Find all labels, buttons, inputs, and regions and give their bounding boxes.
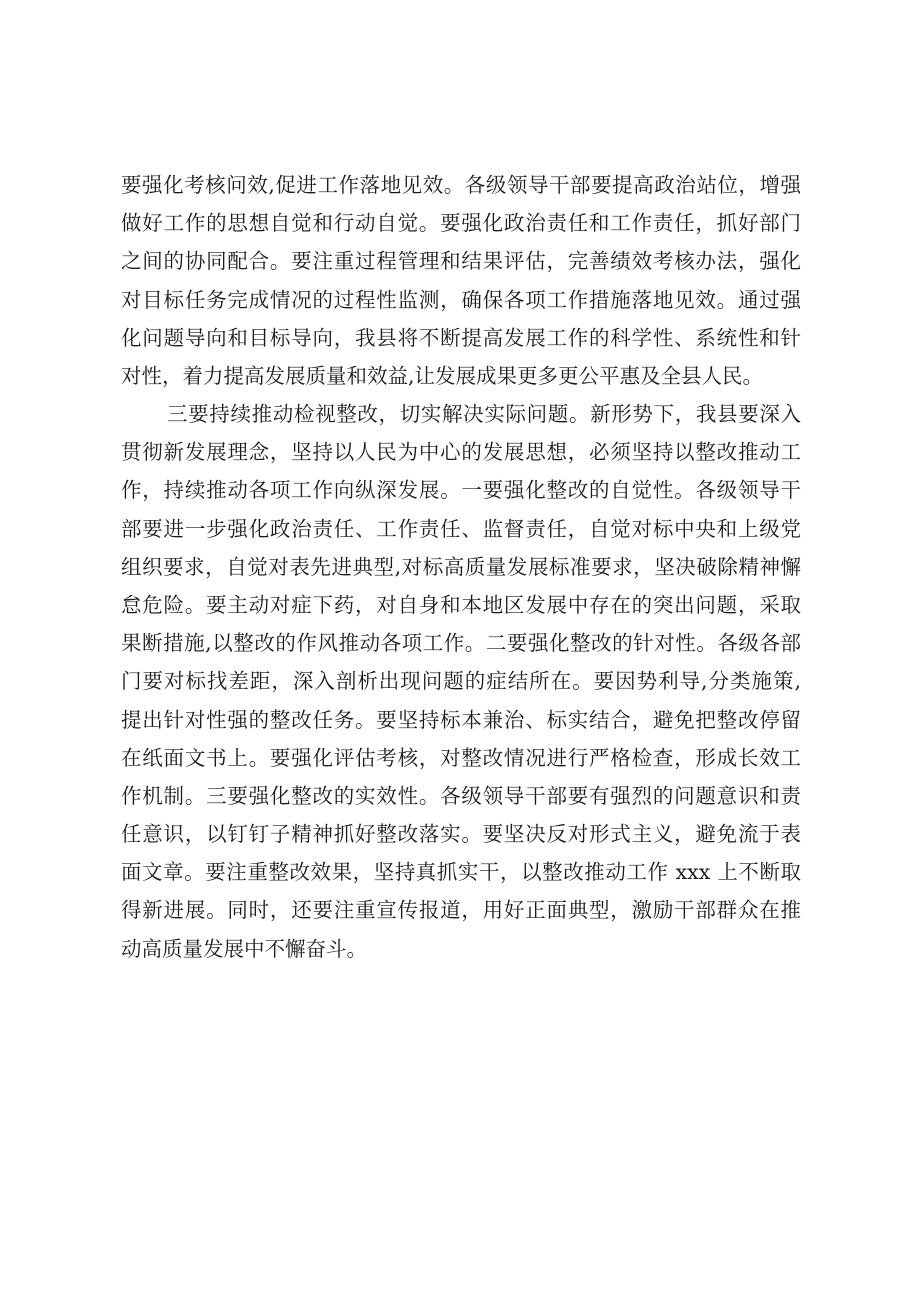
paragraph-line: 之间的协同配合。要注重过程管理和结果评估，完善绩效考核办法，强化 xyxy=(121,249,801,274)
paragraph-line: 作机制。三要强化整改的实效性。各级领导干部要有强烈的问题意识和责 xyxy=(121,783,801,808)
paragraph-line: 怠危险。要主动对症下药，对自身和本地区发展中存在的突出问题，采取 xyxy=(121,592,801,617)
paragraph-line: 作，持续推动各项工作向纵深发展。一要强化整改的自觉性。各级领导干 xyxy=(121,478,801,503)
paragraph-line: 部要进一步强化政治责任、工作责任、监督责任，自觉对标中央和上级党 xyxy=(121,516,801,541)
paragraph-line: 面文章。要注重整改效果，坚持真抓实干，以整改推动工作 xxx 上不断取 xyxy=(121,860,801,885)
paragraph-line: 对性，着力提高发展质量和效益,让发展成果更多更公平惠及全县人民。 xyxy=(121,363,764,388)
paragraph-line: 做好工作的思想自觉和行动自觉。要强化政治责任和工作责任，抓好部门 xyxy=(121,211,801,236)
paragraph-1 xyxy=(121,166,801,395)
paragraph-line: 三要持续推动检视整改，切实解决实际问题。新形势下，我县要深入 xyxy=(167,402,801,426)
paragraph-line: 动高质量发展中不懈奋斗。 xyxy=(121,936,367,961)
paragraph-line: 组织要求，自觉对表先进典型,对标高质量发展标准要求，坚决破除精神懈 xyxy=(121,554,801,579)
paragraph-2 xyxy=(121,395,801,968)
paragraph-line: 任意识，以钉钉子精神抓好整改落实。要坚决反对形式主义，避免流于表 xyxy=(121,822,801,847)
paragraph-line: 贯彻新发展理念，坚持以人民为中心的发展思想，必须坚持以整改推动工 xyxy=(121,440,801,465)
paragraph-line: 果断措施,以整改的作风推动各项工作。二要强化整改的针对性。各级各部 xyxy=(121,631,801,656)
paragraph-line: 要强化考核问效,促进工作落地见效。各级领导干部要提高政治站位，增强 xyxy=(121,173,801,197)
paragraph-line: 在纸面文书上。要强化评估考核，对整改情况进行严格检查，形成长效工 xyxy=(121,745,801,770)
paragraph-line: 对目标任务完成情况的过程性监测，确保各项工作措施落地见效。通过强 xyxy=(121,287,801,312)
paragraph-line: 门要对标找差距，深入剖析出现问题的症结所在。要因势利导,分类施策, xyxy=(121,669,801,694)
paragraph-line: 提出针对性强的整改任务。要坚持标本兼治、标实结合，避免把整改停留 xyxy=(121,707,801,732)
paragraph-line: 化问题导向和目标导向，我县将不断提高发展工作的科学性、系统性和针 xyxy=(121,325,801,350)
paragraph-line: 得新进展。同时，还要注重宣传报道，用好正面典型，激励干部群众在推 xyxy=(121,898,801,923)
